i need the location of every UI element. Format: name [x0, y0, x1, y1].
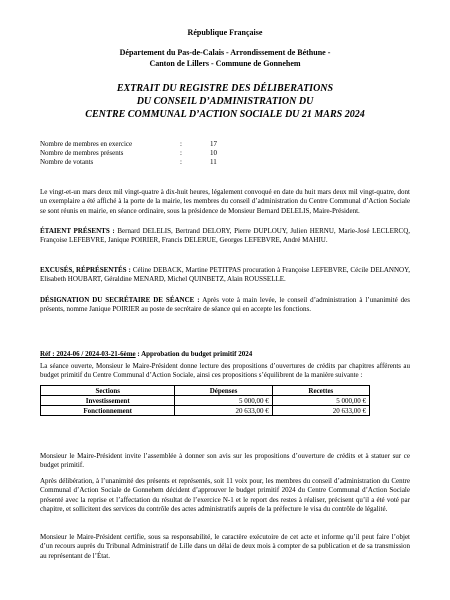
- member-count-row: [40, 140, 410, 149]
- secretary-paragraph: [40, 296, 410, 315]
- presents-label: ÉTAIENT PRÉSENTS :: [40, 227, 115, 235]
- title-line-1: EXTRAIT DU REGISTRE DES DÉLIBERATIONS: [116, 83, 334, 94]
- member-count-value: 17: [210, 140, 217, 148]
- invite-paragraph: Monsieur le Maire-Président invite l’assemblée à donner son avis sur les propositions d’ouverture de crédits et à statuer sur ce budget primitif.: [40, 452, 410, 470]
- budget-table-header: [41, 386, 370, 396]
- title-line-3: CENTRE COMMUNAL D’ACTION SOCIALE DU 21 MARS 2024: [85, 109, 365, 120]
- secretary-label: DÉSIGNATION DU SECRÉTAIRE DE SÉANCE :: [40, 296, 200, 304]
- secretary-text: Après vote à main levée, le conseil d’administration à l’unanimité des présents, nomme Janique POIRIER au poste de secrétaire de séance qui en accepte les fonctions.: [40, 296, 411, 314]
- header-recettes: Recettes: [272, 386, 369, 396]
- depenses-cell: 20 633,00 €: [175, 406, 272, 416]
- intro-paragraph: Le vingt-et-un mars deux mil vingt-quatre à dix-huit heures, légalement convoqué en date du huit mars deux mil vingt-quatre, dont un exemplaire a été affiché à la porte de la mairie, les membres du conseil d’administration du Centre Communal d’Action Sociale se sont réunis en mairie, en séance ordinaire, sous la présidence de Monsieur Bernard DELELIS, Maire-Président.: [40, 188, 410, 215]
- recettes-cell: 20 633,00 €: [272, 406, 369, 416]
- member-count-colon: :: [180, 158, 182, 166]
- seance-paragraph: La séance ouverte, Monsieur le Maire-Président donne lecture des propositions d’ouvertures de crédits par chapitres afférents au budget primitif du Centre Communal d’Action Sociale, ainsi ces propositions s’équilibrent de la manière suivante :: [40, 362, 410, 380]
- member-counts: [40, 140, 410, 167]
- header-depenses: Dépenses: [175, 386, 272, 396]
- member-count-value: 11: [210, 158, 217, 166]
- excuses-paragraph: [40, 266, 410, 285]
- certify-paragraph: Monsieur le Maire-Président certifie, sous sa responsabilité, le caractère exécutoire de cet acte et informe qu’il peut faire l’objet d’un recours auprès du Tribunal Administratif de Lille dans un délai de deux mois à compter de sa publication et de sa transmission au représentant de l’État.: [40, 533, 410, 560]
- section-cell: Fonctionnement: [41, 406, 175, 416]
- reference-label: Réf : 2024-06 / 2024-03-21-6ème: [40, 350, 136, 358]
- excuses-text: Céline DEBACK, Martine PETITPAS procuration à Françoise LEFEBVRE, Cécile DELANNOY, Elisabeth HOUBART, Géraldine MENARD, Michel QUINBETZ, Alain ROUSSELLE.: [40, 266, 411, 284]
- section-cell: Investissement: [41, 396, 175, 406]
- department-line-2: Canton de Lillers - Commune de Gonnehem: [149, 59, 301, 68]
- member-count-row: [40, 158, 410, 167]
- member-count-label: Nombre de membres présents: [40, 149, 124, 157]
- budget-table: [40, 385, 370, 416]
- member-count-colon: :: [180, 149, 182, 157]
- depenses-cell: 5 000,00 €: [175, 396, 272, 406]
- reference-subject: : Approbation du budget primitif 2024: [135, 350, 253, 358]
- member-count-label: Nombre de membres en exercice: [40, 140, 133, 148]
- presents-paragraph: [40, 227, 410, 246]
- excuses-label: EXCUSÉS, RÉPRÉSENTÉS :: [40, 266, 131, 274]
- title-line-2: DU CONSEIL D’ADMINISTRATION DU: [136, 96, 314, 107]
- header-sections: Sections: [41, 386, 175, 396]
- deliberation-paragraph: Après délibération, à l’unanimité des présents et représentés, soit 11 voix pour, les membres du conseil d’administration du Centre Communal d’Action Sociale de Gonnehem décident d’approuver le budget primitif 2024 du Centre Communal d’Action Sociale présenté avec la reprise et l’affectation du résultat de l’exercice N-1 et le report des restes à réaliser, précisent qu’il a été voté par chapitre, et sollicitent des services du contrôle des actes administratifs auprès de la préfecture le visa du contrôle de légalité.: [40, 477, 410, 513]
- republic-heading: République Française: [187, 28, 263, 37]
- table-row: [41, 406, 370, 416]
- document-title: [40, 82, 410, 121]
- member-count-colon: :: [180, 140, 182, 148]
- member-count-row: [40, 149, 410, 158]
- member-count-value: 10: [210, 149, 217, 157]
- recettes-cell: 5 000,00 €: [272, 396, 369, 406]
- table-row: [41, 396, 370, 406]
- presents-text: Bernard DELELIS, Bertrand DELORY, Pierre DUPLOUY, Julien HERNU, Marie-José LECLERCQ, Françoise LEFEBVRE, Janique POIRIER, Francis DELERUE, Georges LEFEBVRE, André MAHIU.: [40, 227, 411, 245]
- member-count-label: Nombre de votants: [40, 158, 94, 166]
- department-line-1: Département du Pas-de-Calais - Arrondissement de Béthune -: [119, 48, 331, 57]
- deliberation-reference: [40, 350, 410, 358]
- department-heading: [40, 47, 410, 69]
